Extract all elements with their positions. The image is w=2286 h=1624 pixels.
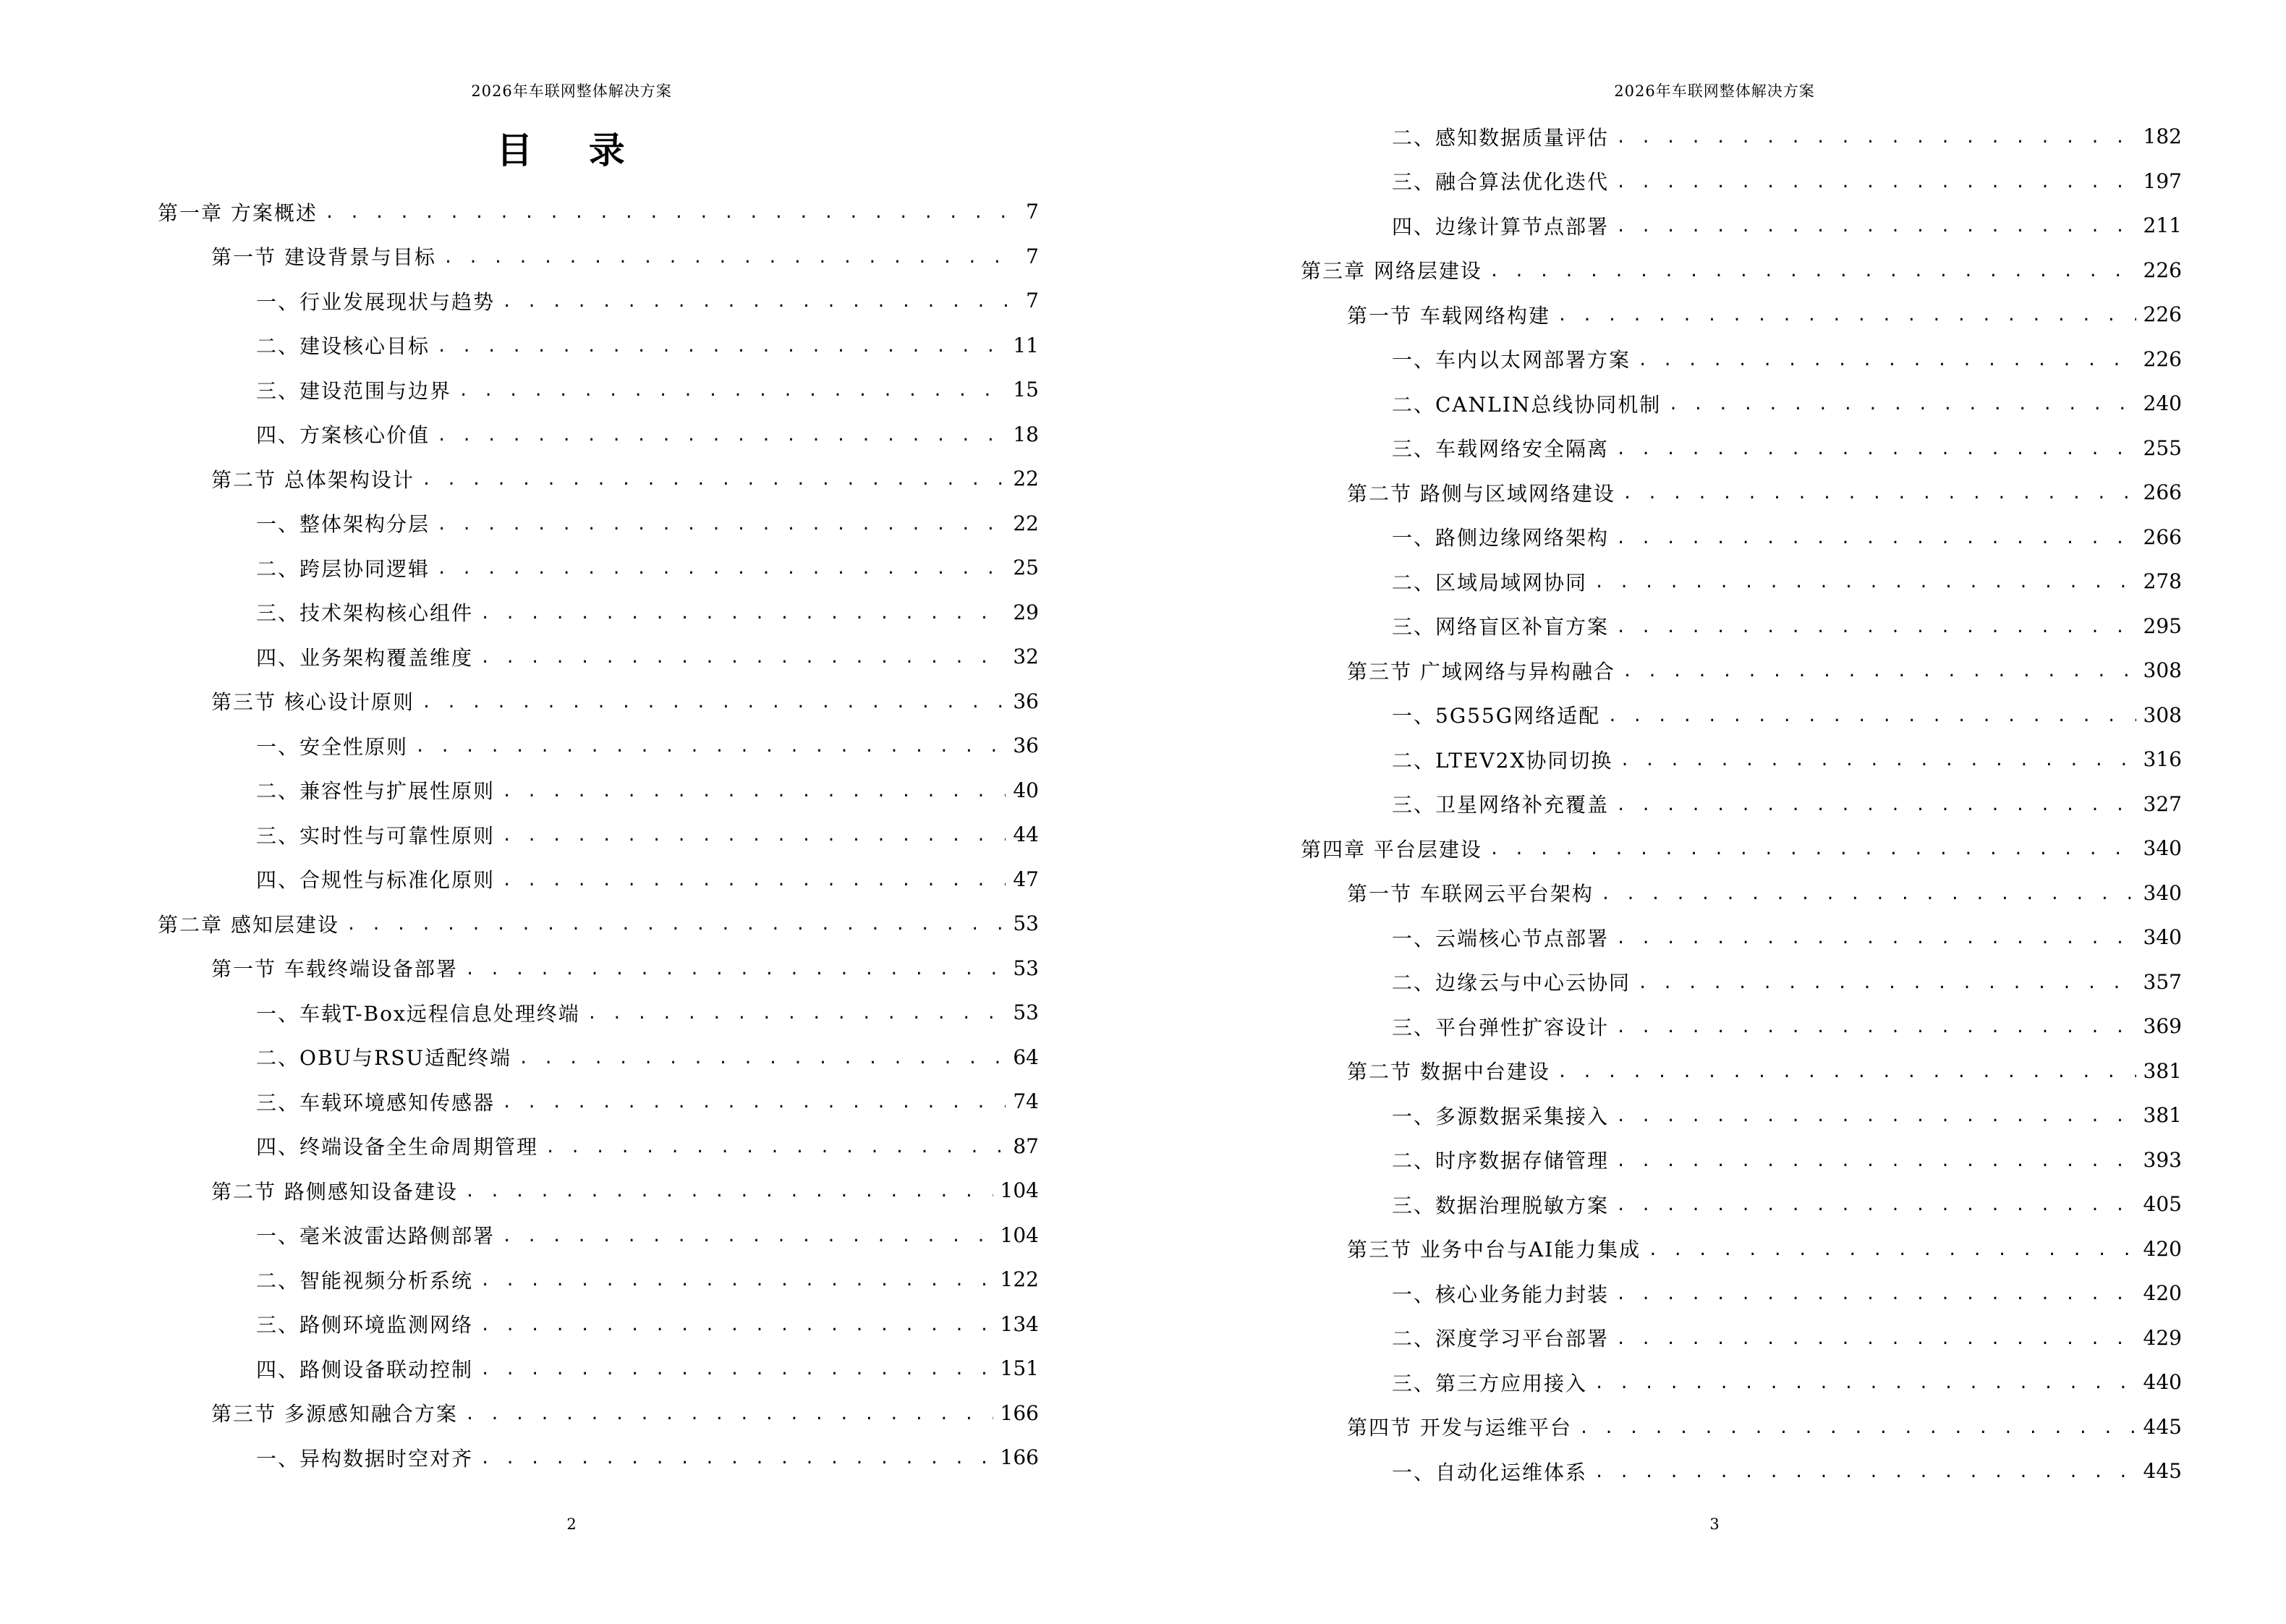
toc-entry-label: 一、自动化运维体系 bbox=[1392, 1460, 1588, 1484]
toc-entry[interactable] bbox=[1392, 337, 2182, 382]
toc-entry-label: 第三节 广域网络与异构融合 bbox=[1347, 659, 1615, 684]
toc-entry[interactable] bbox=[1347, 1227, 2182, 1272]
toc-entry[interactable] bbox=[1392, 1138, 2182, 1183]
toc-entry-page: 266 bbox=[2143, 480, 2182, 505]
toc-entry[interactable] bbox=[256, 1213, 1039, 1258]
toc-dot-leader bbox=[465, 961, 1006, 979]
toc-entry-page: 308 bbox=[2143, 658, 2182, 683]
toc-entry[interactable] bbox=[1347, 648, 2182, 693]
toc-dot-leader bbox=[480, 1317, 993, 1335]
toc-entry-label: 第一节 车联网云平台架构 bbox=[1347, 882, 1594, 906]
toc-entry-page: 44 bbox=[1013, 822, 1039, 847]
toc-entry-page: 134 bbox=[1000, 1311, 1039, 1336]
toc-entry[interactable] bbox=[1392, 114, 2182, 159]
toc-entry[interactable] bbox=[1347, 470, 2182, 515]
toc-entry-label: 三、实时性与可靠性原则 bbox=[256, 823, 496, 848]
toc-entry[interactable] bbox=[1392, 915, 2182, 960]
toc-entry-label: 四、终端设备全生命周期管理 bbox=[256, 1135, 539, 1160]
toc-entry-page: 53 bbox=[1013, 956, 1039, 980]
toc-entry-page: 308 bbox=[2143, 702, 2182, 727]
right-page bbox=[1143, 0, 2286, 1624]
toc-entry-page: 7 bbox=[1026, 200, 1039, 224]
toc-entry-label: 二、深度学习平台部署 bbox=[1392, 1327, 1610, 1351]
toc-entry-label: 一、安全性原则 bbox=[256, 734, 409, 759]
toc-entry-page: 278 bbox=[2143, 569, 2182, 594]
toc-dot-leader bbox=[1607, 707, 2136, 726]
toc-entry[interactable] bbox=[1392, 1271, 2182, 1316]
toc-dot-leader bbox=[443, 249, 1019, 267]
toc-entry[interactable] bbox=[256, 1257, 1039, 1302]
toc-dot-leader bbox=[1623, 485, 2136, 503]
toc-dot-leader bbox=[1558, 1063, 2136, 1081]
toc-dot-leader bbox=[437, 560, 1006, 578]
toc-dot-leader bbox=[347, 916, 1006, 934]
toc-dot-leader bbox=[545, 1139, 1006, 1157]
toc-entry-page: 405 bbox=[2143, 1192, 2182, 1217]
toc-entry-page: 104 bbox=[1000, 1178, 1039, 1203]
toc-entry-label: 第一节 车载终端设备部署 bbox=[211, 957, 458, 982]
toc-entry-label: 第一节 建设背景与目标 bbox=[211, 245, 436, 270]
toc-entry-page: 53 bbox=[1013, 911, 1039, 936]
toc-entry[interactable] bbox=[1392, 960, 2182, 1005]
toc-entry-label: 三、第三方应用接入 bbox=[1392, 1371, 1588, 1395]
toc-dot-leader bbox=[465, 1406, 993, 1424]
toc-entry-page: 211 bbox=[2143, 213, 2182, 238]
toc-entry-page: 15 bbox=[1013, 378, 1039, 402]
toc-entry-label: 三、卫星网络补充覆盖 bbox=[1392, 793, 1610, 817]
toc-entry-page: 420 bbox=[2143, 1236, 2182, 1261]
toc-entry-label: 一、异构数据时空对齐 bbox=[256, 1446, 474, 1471]
toc-entry-label: 一、5G55G网络适配 bbox=[1392, 704, 1601, 728]
toc-dot-leader bbox=[502, 783, 1006, 801]
toc-dot-leader bbox=[502, 1228, 993, 1246]
page-number: 3 bbox=[1709, 1515, 1720, 1533]
toc-dot-leader bbox=[480, 649, 1006, 667]
toc-entry-label: 四、方案核心价值 bbox=[256, 423, 430, 448]
toc-entry-page: 266 bbox=[2143, 524, 2182, 549]
toc-entry-label: 二、建设核心目标 bbox=[256, 334, 430, 359]
toc-entry-page: 429 bbox=[2143, 1325, 2182, 1350]
toc-entry-page: 151 bbox=[1000, 1356, 1039, 1381]
toc-dot-leader bbox=[1594, 1374, 2136, 1393]
toc-entry-label: 第二节 路侧感知设备建设 bbox=[211, 1179, 458, 1204]
toc-entry-page: 295 bbox=[2143, 613, 2182, 638]
toc-dot-leader bbox=[437, 516, 1006, 534]
toc-entry-page: 22 bbox=[1013, 511, 1039, 535]
toc-entry-label: 一、整体架构分层 bbox=[256, 512, 430, 537]
toc-entry-label: 第二章 感知层建设 bbox=[158, 912, 339, 937]
toc-entry-page: 11 bbox=[1013, 333, 1039, 357]
toc-dot-leader bbox=[1616, 1019, 2136, 1037]
toc-entry-label: 二、智能视频分析系统 bbox=[256, 1268, 474, 1293]
running-header: 2026年车联网整体解决方案 bbox=[1614, 82, 1815, 100]
toc-entry[interactable] bbox=[1392, 782, 2182, 827]
toc-entry-label: 二、CANLIN总线协同机制 bbox=[1392, 392, 1662, 417]
toc-entry[interactable] bbox=[1392, 1182, 2182, 1227]
toc-entry-page: 327 bbox=[2143, 791, 2182, 816]
toc-dot-leader bbox=[325, 204, 1019, 222]
toc-dot-leader bbox=[1616, 1330, 2136, 1348]
toc-entry-label: 二、LTEV2X协同切换 bbox=[1392, 748, 1613, 773]
toc-entry-page: 36 bbox=[1013, 734, 1039, 758]
toc-entry-page: 357 bbox=[2143, 969, 2182, 994]
toc-entry[interactable] bbox=[1392, 515, 2182, 560]
toc-entry-page: 381 bbox=[2143, 1103, 2182, 1128]
toc-entry[interactable] bbox=[1347, 292, 2182, 337]
toc-entry-label: 四、路侧设备联动控制 bbox=[256, 1357, 474, 1382]
toc-entry[interactable] bbox=[256, 279, 1039, 323]
toc-entry-label: 第三章 网络层建设 bbox=[1301, 259, 1482, 284]
toc-entry-label: 三、网络盲区补盲方案 bbox=[1392, 615, 1610, 639]
toc-entry-page: 420 bbox=[2143, 1281, 2182, 1306]
toc-entry[interactable] bbox=[256, 723, 1039, 768]
toc-entry-label: 一、车载T-Box远程信息处理终端 bbox=[256, 1001, 580, 1026]
toc-dot-leader bbox=[1638, 974, 2136, 992]
toc-entry[interactable] bbox=[1392, 1316, 2182, 1361]
toc-dot-leader bbox=[1601, 885, 2136, 904]
toc-entry[interactable] bbox=[1392, 1449, 2182, 1494]
toc-entry[interactable] bbox=[1392, 426, 2182, 471]
toc-entry-page: 166 bbox=[1000, 1445, 1039, 1470]
toc-entry-label: 三、融合算法优化迭代 bbox=[1392, 170, 1610, 195]
toc-entry[interactable] bbox=[256, 323, 1039, 368]
toc-entry-label: 三、建设范围与边界 bbox=[256, 378, 452, 403]
toc-entry-label: 四、业务架构覆盖维度 bbox=[256, 645, 474, 670]
toc-entry-label: 二、OBU与RSU适配终端 bbox=[256, 1046, 511, 1071]
toc-entry[interactable] bbox=[256, 768, 1039, 813]
toc-entry[interactable] bbox=[1347, 871, 2182, 916]
toc-entry[interactable] bbox=[1392, 693, 2182, 738]
toc-dot-leader bbox=[1616, 796, 2136, 815]
toc-entry[interactable] bbox=[1392, 1360, 2182, 1405]
toc-entry[interactable] bbox=[1392, 1004, 2182, 1049]
toc-entry[interactable] bbox=[1392, 1093, 2182, 1138]
toc-entry-page: 40 bbox=[1013, 778, 1039, 802]
toc-entry-page: 7 bbox=[1026, 289, 1039, 313]
toc-dot-leader bbox=[459, 382, 1006, 400]
toc-entry[interactable] bbox=[211, 456, 1039, 501]
toc-entry-page: 240 bbox=[2143, 391, 2182, 416]
toc-entry-page: 340 bbox=[2143, 880, 2182, 905]
toc-entry-page: 166 bbox=[1000, 1400, 1039, 1425]
toc-entry-page: 226 bbox=[2143, 258, 2182, 282]
toc-entry[interactable] bbox=[211, 234, 1039, 279]
toc-entry-page: 340 bbox=[2143, 836, 2182, 861]
toc-entry-label: 三、技术架构核心组件 bbox=[256, 601, 474, 626]
toc-dot-leader bbox=[422, 471, 1006, 489]
toc-entry[interactable] bbox=[256, 501, 1039, 546]
toc-dot-leader bbox=[1490, 263, 2136, 281]
toc-entry[interactable] bbox=[1392, 559, 2182, 604]
toc-entry[interactable] bbox=[256, 634, 1039, 679]
toc-entry-label: 三、车载网络安全隔离 bbox=[1392, 437, 1610, 462]
toc-entry[interactable] bbox=[256, 1346, 1039, 1391]
toc-entry-page: 316 bbox=[2143, 747, 2182, 772]
toc-entry-label: 三、路侧环境监测网络 bbox=[256, 1313, 474, 1338]
toc-entry-page: 197 bbox=[2143, 169, 2182, 193]
toc-entry-page: 393 bbox=[2143, 1147, 2182, 1172]
toc-entry[interactable] bbox=[1392, 737, 2182, 782]
toc-entry-label: 第四节 开发与运维平台 bbox=[1347, 1416, 1572, 1440]
toc-dot-leader bbox=[480, 1450, 993, 1468]
toc-entry-label: 四、边缘计算节点部署 bbox=[1392, 214, 1610, 239]
toc-entry[interactable] bbox=[1392, 159, 2182, 204]
toc-dot-leader bbox=[1616, 1152, 2136, 1170]
toc-entry[interactable] bbox=[256, 1435, 1039, 1480]
toc-dot-leader bbox=[502, 872, 1006, 890]
toc-dot-leader bbox=[502, 827, 1006, 845]
toc-entry[interactable] bbox=[256, 990, 1039, 1035]
toc-entry-label: 四、合规性与标准化原则 bbox=[256, 868, 496, 893]
toc-dot-leader bbox=[465, 1183, 993, 1201]
toc-entry[interactable] bbox=[1301, 826, 2182, 871]
toc-entry[interactable] bbox=[256, 1035, 1039, 1080]
toc-entry[interactable] bbox=[256, 1124, 1039, 1169]
toc-dot-leader bbox=[1579, 1419, 2136, 1437]
toc-dot-leader bbox=[1594, 574, 2136, 592]
toc-entry[interactable] bbox=[211, 946, 1039, 991]
toc-entry-label: 第三节 业务中台与AI能力集成 bbox=[1347, 1238, 1641, 1262]
toc-dot-leader bbox=[1616, 1108, 2136, 1126]
toc-entry-page: 29 bbox=[1013, 600, 1039, 624]
toc-dot-leader bbox=[1616, 1285, 2136, 1304]
toc-entry[interactable] bbox=[211, 1168, 1039, 1213]
toc-entry-page: 64 bbox=[1013, 1045, 1039, 1069]
toc-dot-leader bbox=[1638, 352, 2136, 370]
toc-entry[interactable] bbox=[1392, 381, 2182, 426]
toc-dot-leader bbox=[1616, 530, 2136, 548]
toc-dot-leader bbox=[1648, 1241, 2136, 1259]
toc-entry-label: 一、行业发展现状与趋势 bbox=[256, 289, 496, 314]
toc-entry-label: 第二节 总体架构设计 bbox=[211, 467, 415, 492]
toc-dot-leader bbox=[587, 1005, 1006, 1023]
toc-entry-page: 36 bbox=[1013, 689, 1039, 713]
toc-dot-leader bbox=[480, 1272, 993, 1290]
toc-dot-leader bbox=[502, 293, 1019, 311]
toc-entry[interactable] bbox=[1301, 248, 2182, 293]
toc-entry-page: 53 bbox=[1013, 1000, 1039, 1025]
toc-entry-page: 369 bbox=[2143, 1014, 2182, 1039]
toc-entry[interactable] bbox=[211, 1391, 1039, 1436]
toc-dot-leader bbox=[1616, 174, 2136, 192]
page-number: 2 bbox=[566, 1515, 577, 1533]
toc-dot-leader bbox=[437, 338, 1006, 356]
toc-dot-leader bbox=[1668, 396, 2136, 414]
toc-entry-label: 一、路侧边缘网络架构 bbox=[1392, 526, 1610, 550]
toc-dot-leader bbox=[1616, 441, 2136, 459]
toc-entry-page: 47 bbox=[1013, 867, 1039, 891]
toc-entry-label: 第二节 数据中台建设 bbox=[1347, 1060, 1550, 1084]
toc-entry-page: 340 bbox=[2143, 925, 2182, 950]
toc-entry-label: 二、兼容性与扩展性原则 bbox=[256, 779, 496, 804]
toc-entry-label: 一、云端核心节点部署 bbox=[1392, 926, 1610, 951]
toc-entry[interactable] bbox=[1392, 604, 2182, 649]
toc-entry[interactable] bbox=[256, 590, 1039, 635]
toc-dot-leader bbox=[437, 427, 1006, 445]
toc-dot-leader bbox=[1616, 218, 2136, 236]
toc-entry-label: 二、感知数据质量评估 bbox=[1392, 125, 1610, 150]
toc-entry-label: 二、时序数据存储管理 bbox=[1392, 1149, 1610, 1173]
toc-entry-page: 440 bbox=[2143, 1370, 2182, 1395]
toc-dot-leader bbox=[1616, 129, 2136, 147]
toc-dot-leader bbox=[480, 1361, 993, 1379]
toc-entry-label: 第三节 多源感知融合方案 bbox=[211, 1402, 458, 1427]
toc-entry[interactable] bbox=[158, 901, 1039, 946]
toc-entry-page: 381 bbox=[2143, 1058, 2182, 1083]
toc-entry-page: 87 bbox=[1013, 1134, 1039, 1158]
toc-entry-page: 182 bbox=[2143, 124, 2182, 149]
toc-title: 目 录 bbox=[496, 129, 647, 171]
toc-entry-label: 二、区域局域网协同 bbox=[1392, 570, 1588, 595]
toc-dot-leader bbox=[1594, 1463, 2136, 1481]
toc-entry-page: 32 bbox=[1013, 645, 1039, 669]
toc-entry[interactable] bbox=[256, 412, 1039, 457]
toc-entry[interactable] bbox=[256, 1079, 1039, 1124]
toc-entry-label: 一、多源数据采集接入 bbox=[1392, 1104, 1610, 1128]
toc-dot-leader bbox=[1616, 930, 2136, 948]
toc-dot-leader bbox=[415, 738, 1006, 756]
running-header: 2026年车联网整体解决方案 bbox=[471, 82, 672, 100]
toc-entry-page: 445 bbox=[2143, 1414, 2182, 1439]
toc-entry[interactable] bbox=[256, 812, 1039, 857]
toc-entry-label: 第三节 核心设计原则 bbox=[211, 690, 415, 715]
toc-entry-label: 三、平台弹性扩容设计 bbox=[1392, 1015, 1610, 1040]
toc-entry-page: 22 bbox=[1013, 467, 1039, 491]
toc-entry[interactable] bbox=[256, 1302, 1039, 1347]
toc-entry[interactable] bbox=[1347, 1049, 2182, 1094]
toc-entry-page: 104 bbox=[1000, 1223, 1039, 1247]
toc-entry-page: 18 bbox=[1013, 422, 1039, 446]
toc-dot-leader bbox=[1620, 752, 2136, 770]
toc-entry-label: 第四章 平台层建设 bbox=[1301, 837, 1482, 862]
toc-entry-label: 一、毫米波雷达路侧部署 bbox=[256, 1224, 496, 1249]
toc-entry-label: 第二节 路侧与区域网络建设 bbox=[1347, 481, 1615, 506]
toc-entry-page: 226 bbox=[2143, 302, 2182, 327]
toc-entry-label: 一、车内以太网部署方案 bbox=[1392, 348, 1631, 373]
toc-entry[interactable] bbox=[211, 679, 1039, 724]
toc-entry-label: 第一节 车载网络构建 bbox=[1347, 303, 1550, 328]
toc-entry-page: 74 bbox=[1013, 1089, 1039, 1114]
toc-entry[interactable] bbox=[1392, 203, 2182, 248]
toc-entry-page: 122 bbox=[1000, 1267, 1039, 1292]
toc-entry[interactable] bbox=[256, 545, 1039, 590]
toc-entry-page: 445 bbox=[2143, 1459, 2182, 1484]
toc-dot-leader bbox=[519, 1050, 1006, 1068]
toc-entry-page: 25 bbox=[1013, 556, 1039, 580]
toc-dot-leader bbox=[1558, 307, 2136, 325]
toc-entry-label: 二、跨层协同逻辑 bbox=[256, 556, 430, 581]
toc-dot-leader bbox=[502, 1094, 1006, 1112]
toc-dot-leader bbox=[422, 694, 1006, 712]
toc-entry-label: 二、边缘云与中心云协同 bbox=[1392, 971, 1631, 995]
toc-entry-label: 一、核心业务能力封装 bbox=[1392, 1282, 1610, 1306]
toc-dot-leader bbox=[1616, 1196, 2136, 1215]
toc-entry-label: 第一章 方案概述 bbox=[158, 200, 318, 225]
toc-entry-label: 三、数据治理脱敏方案 bbox=[1392, 1193, 1610, 1217]
toc-entry[interactable] bbox=[1347, 1405, 2182, 1450]
toc-entry[interactable] bbox=[256, 367, 1039, 412]
toc-dot-leader bbox=[480, 605, 1006, 623]
toc-entry-label: 三、车载环境感知传感器 bbox=[256, 1090, 496, 1115]
toc-entry-page: 7 bbox=[1026, 244, 1039, 268]
toc-entry-page: 226 bbox=[2143, 347, 2182, 371]
toc-dot-leader bbox=[1623, 663, 2136, 681]
toc-entry[interactable] bbox=[256, 857, 1039, 902]
toc-entry[interactable] bbox=[158, 190, 1039, 234]
toc-dot-leader bbox=[1616, 618, 2136, 637]
toc-entry-page: 255 bbox=[2143, 435, 2182, 460]
toc-dot-leader bbox=[1490, 841, 2136, 859]
